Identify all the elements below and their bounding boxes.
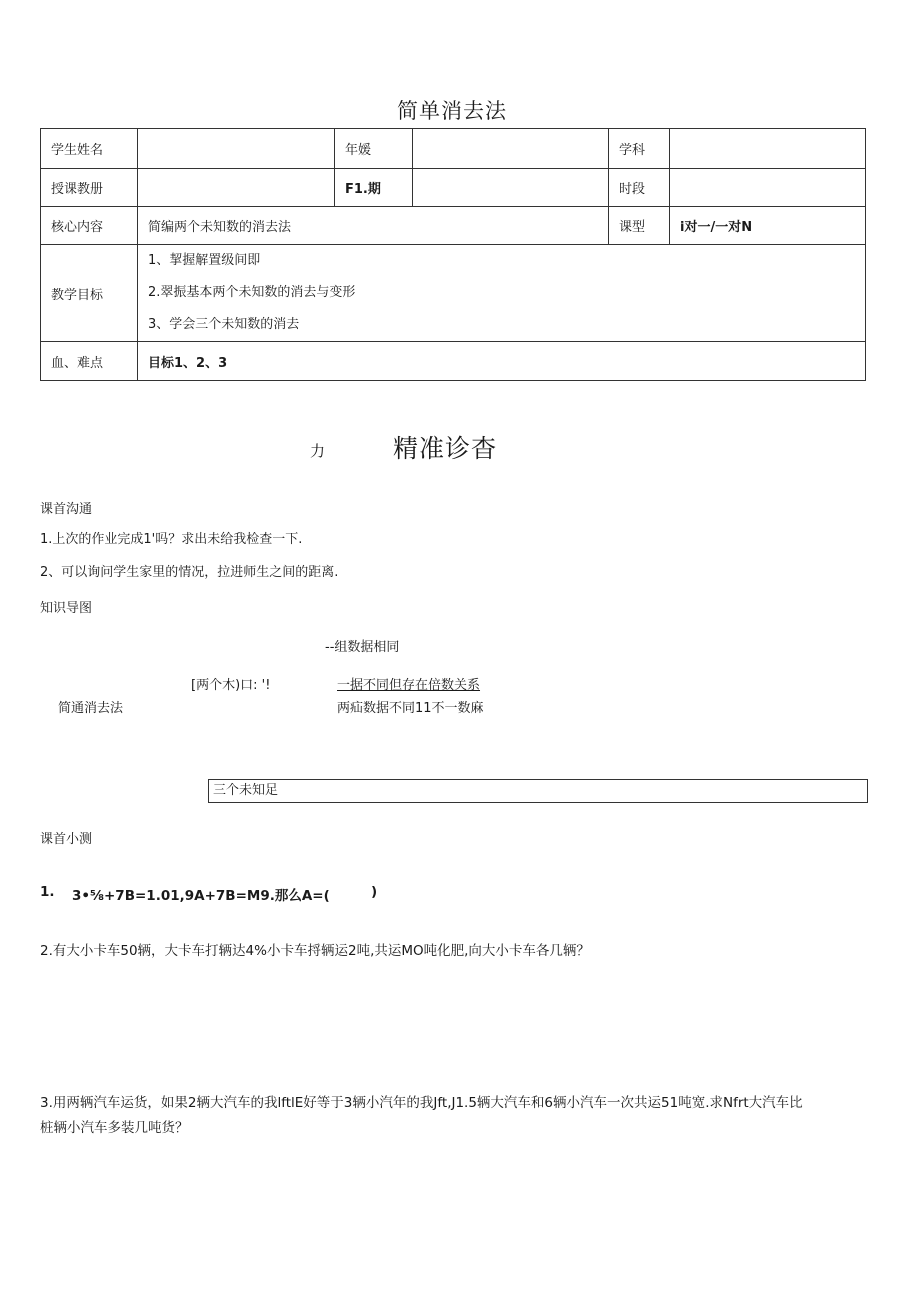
subject-value[interactable] [670,129,866,169]
quiz-q1-number: 1. [40,884,55,900]
quiz-heading: 课首小测 [40,832,93,847]
mindmap-leaf-same: --组数据相同 [325,640,400,655]
student-name-value[interactable] [138,129,335,169]
page-title: 简单消去法 [397,99,507,123]
warmup-heading: 课首沟通 [40,502,93,517]
teaching-goals [138,245,866,342]
warmup-item-2: 2、可以询问学生家里的情况，拉进师生之间的距离. [40,565,339,580]
core-content-value: 简编两个未知数的消去法 [138,207,609,245]
label-time-slot: 时段 [609,169,670,207]
label-teaching-goals: 教学目标 [41,245,138,342]
mindmap-leaf-multiple: 一据不同但存在倍数关系 [337,678,481,693]
teacher-value[interactable] [138,169,335,207]
table-row [41,129,866,169]
label-subject: 学科 [609,129,670,169]
label-teacher: 授课教册 [41,169,138,207]
table-row [41,207,866,245]
mindmap-leaf-different: 两疝数据不同11不一数麻 [337,701,484,716]
date-value[interactable] [413,169,609,207]
goal-item: 1、挈握解置级间即 [148,253,261,268]
quiz-q2: 2.有大小卡车50辆，大卡车打辆达4%小卡车捋辆运2吨,共运MO吨化肥,向大小卡车各几辆？ [40,943,590,959]
lesson-type-value: i对一/一对N [670,207,866,245]
quiz-q3-line2: 桩辆小汽车多装几吨货？ [40,1120,189,1136]
goal-item: 3、学会三个未知数的消去 [148,317,300,332]
table-row [41,169,866,207]
label-grade: 年媛 [335,129,413,169]
label-core-content: 核心内容 [41,207,138,245]
table-row [41,342,866,381]
label-lesson-type: 课型 [609,207,670,245]
goal-item: 2.翠振基本两个未知数的消去与变形 [148,285,356,300]
section-title: 精准诊杳 [393,434,498,463]
quiz-q1-text: 3•⅝+7B=1.01,9A+7B=M9.那么A=( [72,888,330,904]
section-marker: 力 [310,442,326,460]
lesson-info-table [40,128,866,381]
quiz-q1-close: ) [371,884,378,900]
warmup-item-1: 1.上次的作业完成1'吗？求出未给我检查一下. [40,532,303,547]
label-student-name: 学生姓名 [41,129,138,169]
quiz-q3-line1: 3.用两辆汽车运货，如果2辆大汽车的我lftlE好等于3辆小汽年的我Jft,J1.5辆大汽车和6辆小汽车一次共运51吨宽.求Nfrt大汽车比 [40,1095,803,1111]
table-row [41,245,866,342]
label-date: F1.期 [335,169,413,207]
label-key-points: 血、难点 [41,342,138,381]
mindmap-branch-three-unknowns: 三个未知足 [208,779,868,803]
key-points-value: 目标1、2、3 [138,342,866,381]
mindmap-branch-two-unknowns: [两个木)口: '! [191,678,271,693]
time-slot-value[interactable] [670,169,866,207]
mindmap-heading: 知识导图 [40,601,93,616]
grade-value[interactable] [413,129,609,169]
mindmap-root: 简通消去法 [58,701,124,716]
